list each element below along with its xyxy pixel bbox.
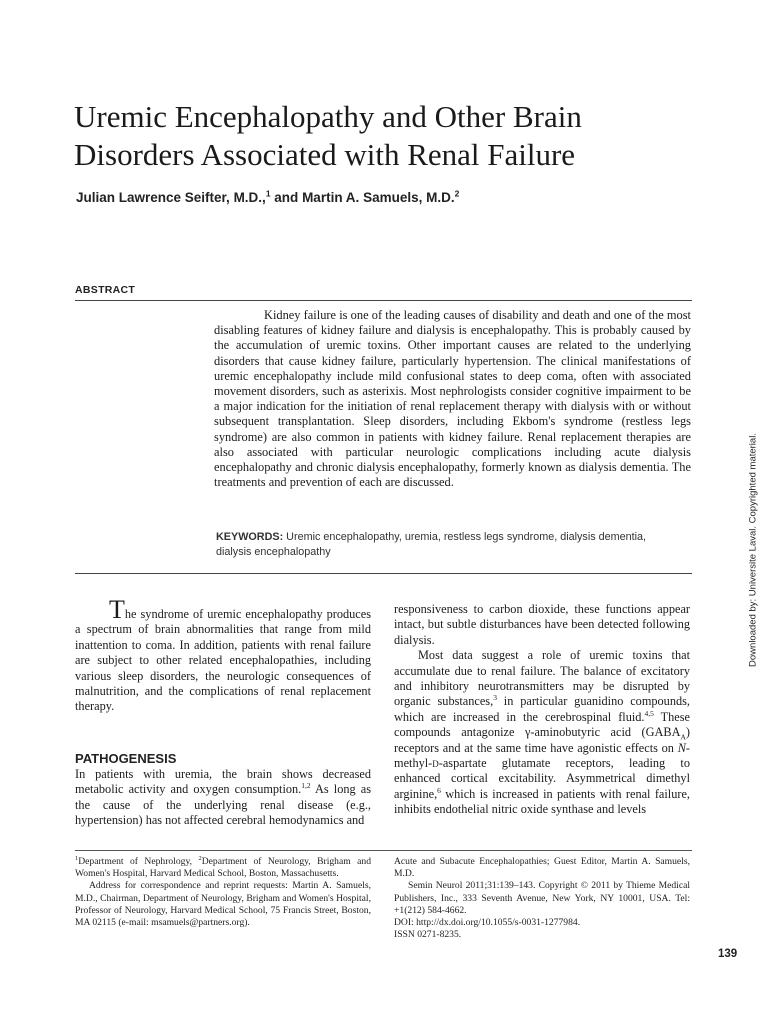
keywords-list: Uremic encephalopathy, uremia, restless legs syndrome, dialysis dementia, dialysis encephalopathy bbox=[216, 531, 647, 558]
author-1: Julian Lawrence Seifter, M.D., bbox=[76, 190, 266, 205]
toxins-text-c: These compounds antagonize γ-aminobutyric acid (GABA bbox=[394, 709, 690, 740]
keywords bbox=[216, 530, 666, 559]
pathogenesis-paragraph bbox=[75, 767, 371, 829]
affiliation-mark: 2 bbox=[198, 854, 202, 862]
citation: 1,2 bbox=[301, 781, 311, 791]
affiliation-text-a: Department of Nephrology, bbox=[78, 856, 199, 867]
toxins-text-a: Most data suggest a role of uremic toxins that accumulate due to renal failure. The balance of excitatory and inhibitory neurotransmitters may be disrupted by organic substances, bbox=[394, 648, 690, 709]
doi[interactable]: DOI: http://dx.doi.org/10.1055/s-0031-1277984. bbox=[394, 917, 581, 929]
abstract-divider bbox=[75, 300, 692, 301]
author-2: Martin A. Samuels, M.D. bbox=[302, 190, 455, 205]
page-number: 139 bbox=[718, 948, 738, 960]
abstract-heading: ABSTRACT bbox=[75, 284, 136, 296]
citation: 6 bbox=[437, 785, 441, 795]
toxins-paragraph bbox=[394, 648, 690, 817]
intro-paragraph bbox=[75, 595, 371, 715]
intro-text: he syndrome of uremic encephalopathy produces a spectrum of brain abnormalities that range from mild inattention to coma. In addition, patients with renal failure are subject to other related encephalopathies, including various sleep disorders, the neurologic consequences of malnutrition, and the complications of renal replacement therapy. bbox=[75, 607, 371, 714]
toxins-text-d: ) receptors and at the same time have agonistic effects on bbox=[394, 725, 690, 755]
citation: 3 bbox=[493, 693, 497, 703]
keywords-divider bbox=[75, 573, 692, 574]
download-notice: Downloaded by: Universite Laval. Copyrighted material. bbox=[747, 433, 759, 667]
affiliation-mark: 1 bbox=[75, 854, 79, 862]
article-title: Uremic Encephalopathy and Other Brain Disorders Associated with Renal Failure bbox=[74, 99, 582, 172]
continuation-paragraph: responsiveness to carbon dioxide, these functions appear intact, but subtle disturbances have been detected following dialysis. bbox=[394, 602, 690, 647]
small-caps-d: d bbox=[432, 756, 439, 771]
pathogenesis-text-a: In patients with uremia, the brain shows decreased metabolic activity and oxygen consumption. bbox=[75, 766, 371, 797]
toxins-text-g: which is increased in patients with renal failure, inhibits endothelial nitric oxide synthase and levels bbox=[394, 786, 690, 817]
citation: 4,5 bbox=[644, 708, 654, 718]
drop-cap: T bbox=[109, 595, 125, 624]
issue-info: Acute and Subacute Encephalopathies; Guest Editor, Martin A. Samuels, M.D. bbox=[394, 856, 690, 880]
affiliation-text-b: Department of Neurology, Brigham and Women's Hospital, Harvard Medical School, Boston, Massachusetts. bbox=[75, 856, 371, 880]
abstract-body: Kidney failure is one of the leading causes of disability and death and one of the most disabling features of kidney failure and dialysis is encephalopathy. This is probably caused by the accumulation of uremic toxins. Other important causes are related to the underlying disorders that cause kidney failure, particularly hypertension. The clinical manifestations of uremic encephalopathy include mild confusional states to deep coma, often with associated movement disorders, such as asterixis. Most nephrologists consider cognitive impairment to be a major indication for the initiation of renal replacement therapy with dialysis with or without subsequent transplantation. Sleep disorders, including Ekbom's syndrome (restless legs syndrome) are also common in patients with kidney failure. Renal replacement therapies are also associated with particular neurologic complications including acute dialysis encephalopathy and chronic dialysis encephalopathy, formerly known as dialysis dementia. The treatments and prevention of each are discussed. bbox=[214, 308, 691, 490]
authors-conjunction: and bbox=[270, 190, 303, 205]
italic-n: N bbox=[677, 740, 686, 755]
subscript: A bbox=[680, 732, 686, 742]
pathogenesis-text-b: As long as the cause of the underlying renal disease (e.g., hypertension) has not affected cerebral hemodynamics and bbox=[75, 782, 371, 828]
footnote-divider bbox=[75, 850, 692, 851]
footnotes-left bbox=[75, 856, 371, 929]
toxins-text-b: in particular guanidino compounds, which are increased in the cerebrospinal fluid. bbox=[394, 694, 690, 724]
affiliations bbox=[75, 856, 371, 880]
correspondence-address: Address for correspondence and reprint requests: Martin A. Samuels, M.D., Chairman, Department of Neurology, Brigham and Women's Hospital, Professor of Neurology, Harvard Medical School, 75 Francis Street, Boston, MA 02115 (e-mail: msamuels@partners.org). bbox=[75, 880, 371, 929]
keywords-label: KEYWORDS: bbox=[216, 531, 284, 543]
section-heading-pathogenesis: PATHOGENESIS bbox=[75, 750, 177, 766]
citation-info: Semin Neurol 2011;31:139–143. Copyright © 2011 by Thieme Medical Publishers, Inc., 333 Seventh Avenue, New York, NY 10001, USA. Tel: +1(212) 584-4662. bbox=[394, 880, 690, 916]
body-column-left bbox=[75, 595, 371, 828]
issn: ISSN 0271-8235. bbox=[394, 929, 462, 941]
toxins-text-e: -methyl- bbox=[394, 740, 690, 771]
footnotes-right bbox=[394, 856, 690, 941]
authors-line bbox=[76, 190, 459, 205]
body-column-right bbox=[394, 602, 690, 818]
toxins-text-f: -aspartate glutamate receptors, leading to enhanced cortical excitability. Asymmetrical dimethyl arginine, bbox=[394, 756, 690, 801]
author-2-affiliation: 2 bbox=[454, 188, 460, 199]
author-1-affiliation: 1 bbox=[265, 188, 271, 199]
